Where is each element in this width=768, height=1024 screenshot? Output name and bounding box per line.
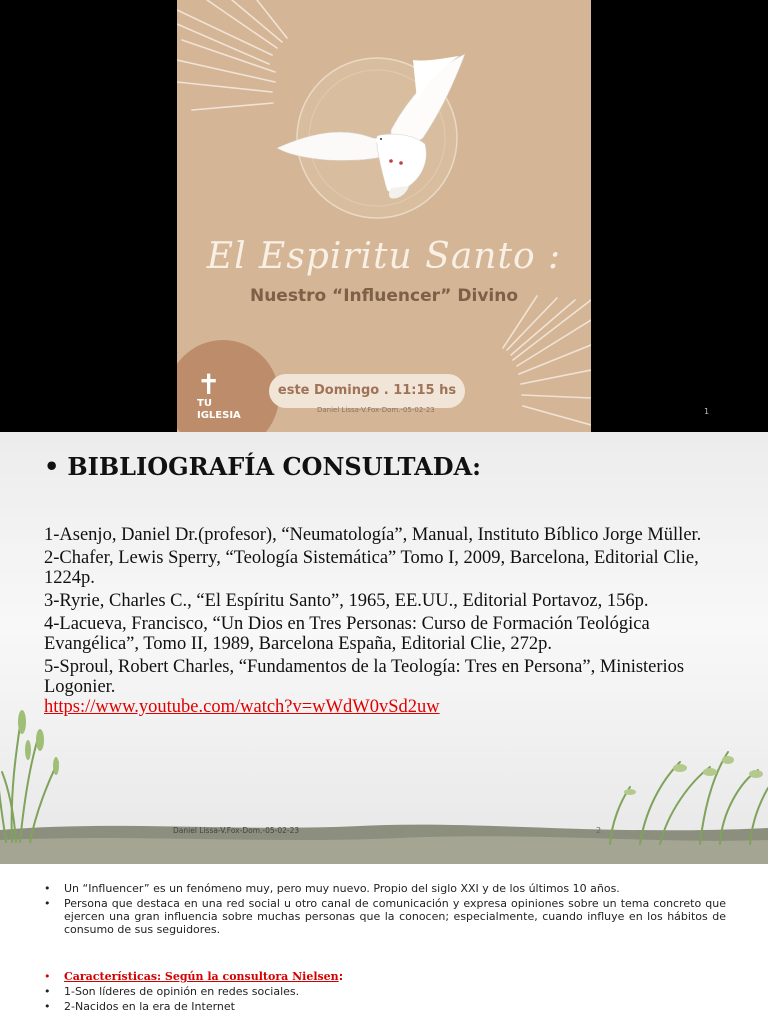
- poster-title: El Espiritu Santo :: [206, 236, 562, 277]
- event-time-pill: este Domingo . 11:15 hs: [269, 374, 465, 408]
- bibliography-entry: 1-Asenjo, Daniel Dr.(profesor), “Neumatología”, Manual, Instituto Bíblico Jorge Müller.: [44, 525, 702, 545]
- slide-3: [0, 864, 768, 1024]
- heading-text: BIBLIOGRAFÍA CONSULTADA:: [67, 452, 482, 481]
- cross-icon: ✝: [197, 368, 221, 401]
- bibliography-entry: 2-Chafer, Lewis Sperry, “Teología Sistemática” Tomo I, 2009, Barcelona, Editorial Clie, 1224p.: [44, 548, 699, 588]
- list-item-text: Persona que destaca en una red social u otro canal de comunicación y expresa opiniones sobre un tema concreto que ejercen una gran influencia sobre muchas personas que la conocen; especialmente, cuando influye en los hábitos de consumo de sus seguidores.: [64, 897, 726, 936]
- list-item-text: 1-Son líderes de opinión en redes sociales.: [64, 985, 300, 998]
- slide-1-number: 1: [704, 407, 710, 416]
- poster-subtitle: Nuestro “Influencer” Divino: [249, 286, 519, 306]
- slide-2: [0, 432, 768, 864]
- bibliography-entry: 5-Sproul, Robert Charles, “Fundamentos de la Teología: Tres en Persona”, Ministerios Logonier.: [44, 657, 685, 697]
- list-item-text: Un “Influencer” es un fenómeno muy, pero muy nuevo. Propio del siglo XXI y de los últimos 10 años.: [64, 882, 620, 895]
- characteristics-heading: [0, 970, 768, 983]
- logo-line-1: TU: [197, 398, 212, 409]
- bullet-icon: •: [44, 970, 51, 983]
- bibliography-entry: 4-Lacueva, Francisco, “Un Dios en Tres Personas: Curso de Formación Teológica Evangélica”, Tomo II, 1989, Barcelona España, Editorial Clie, 272p.: [44, 614, 650, 654]
- logo-line-2: IGLESIA: [197, 410, 241, 421]
- influencer-definition-list: [0, 882, 768, 938]
- list-item-text: 2-Nacidos en la era de Internet: [64, 1000, 235, 1013]
- event-poster: [177, 0, 591, 432]
- bullet-icon: •: [44, 985, 51, 998]
- youtube-link[interactable]: https://www.youtube.com/watch?v=wWdW0vSd2uw: [44, 697, 440, 717]
- bullet-icon: •: [44, 882, 51, 895]
- slide-1: [0, 0, 768, 432]
- slide-1-footer: Daniel Lissa-V.Fox-Dom.-05-02-23: [317, 406, 435, 414]
- bullet-icon: •: [44, 897, 51, 910]
- list-item: [0, 1000, 768, 1013]
- slide-2-number: 2: [596, 826, 602, 835]
- left-grass-blades: [0, 712, 58, 842]
- bibliography-entry: 3-Ryrie, Charles C., “El Espíritu Santo”, 1965, EE.UU., Editorial Portavoz, 156p.: [44, 591, 649, 611]
- characteristics-heading-text: Características: Según la consultora Nielsen: [64, 970, 339, 983]
- list-item: [0, 897, 768, 936]
- characteristics-colon: :: [338, 970, 344, 983]
- right-grass-seeds: [624, 756, 763, 795]
- characteristics-list: [0, 970, 768, 1015]
- list-item: [0, 882, 768, 895]
- bibliography-list: [44, 525, 744, 717]
- left-grass-seeds: [18, 710, 59, 775]
- sunburst-right-decoration: [503, 296, 591, 425]
- church-logo: [197, 368, 267, 422]
- bullet-icon: •: [44, 1000, 51, 1013]
- slide-2-footer: Daniel Lissa-V.Fox-Dom.-05-02-23: [173, 826, 300, 835]
- sunburst-left-decoration: [177, 0, 287, 110]
- heading-bullet: •: [44, 452, 60, 481]
- bibliography-heading: [44, 452, 481, 481]
- list-item: [0, 985, 768, 998]
